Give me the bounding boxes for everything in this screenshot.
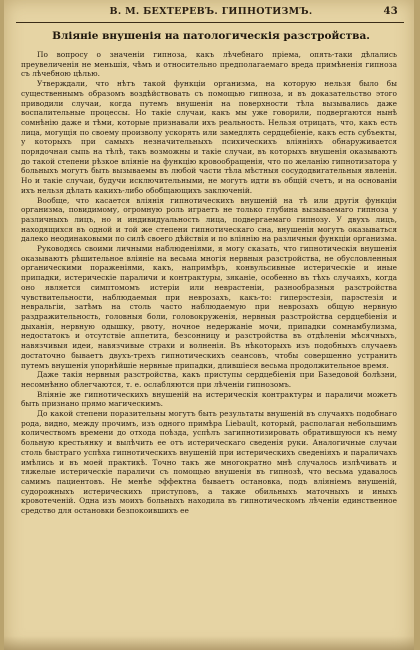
paragraph: До какой степени поразительны могутъ быть результаты внушеній въ случаяхъ подобнаго рода, видно, между прочимъ, изъ одного примѣра Liebault, который, располагая небольшимъ количествомъ времени до отхода поѣзда, успѣлъ загипнотизировать обратившуюся къ нему больную крестьянку и вылѣчить ее отъ истерическаго сведенія руки. Аналогичные случаи столь быстраго успѣха гипнотическихъ внушеній при истерическихъ сведеніяхъ и параличахъ имѣлись и въ моей практикѣ. Точно такъ же многократно мнѣ случалось излѣчивать и тяжелые истерическіе параличи съ помощью внушенія въ гипнозѣ, что весьма удавалось самимъ пациентовъ. Не менѣе эффектна бываетъ остановка, подъ вліяніемъ внушеній, судорожныхъ истерическихъ приступовъ, а также обильныхъ маточныхъ и иныхъ кровотеченій. Одна изъ моихъ больныхъ находила въ гипнотическомъ лѣченіи единственное средство для остановки безпокоившихъ ее: [21, 409, 397, 516]
header-rule: [16, 22, 404, 23]
page-header: [18, 6, 404, 20]
paragraph: Утверждали, что нѣтъ такой функціи организма, на которую нельзя было бы существеннымъ образомъ воздѣйствовать съ помощью гипноза, и въ доказательство этого приводили случаи, когда путемъ внушенія на поверхности тѣла вызывались даже воспалительные процессы. Но такіе случаи, какъ мы уже говорили, подвергаются нынѣ сомнѣнію даже и тѣми, которые признавали ихъ реальность. Нельзя отрицать, что, какъ есть лица, могущія по своему произволу ускорять или замедлять сердцебіеніе, какъ есть субъекты, у которыхъ при самыхъ незначительныхъ психическихъ вліяніяхъ обнаруживается порядочная сыпь на тѣлѣ, такъ возможны и такіе случаи, въ которыхъ внушенія оказываютъ до такой степени рѣзкое вліяніе на функцію кровообращенія, что по желанію гипнотизатора у больныхъ могутъ быть вызываемы въ любой части тѣла мѣстныя сосудодвигательныя явленія. Но и такіе случаи, будучи исключительными, не могутъ идти въ общій счетъ, и на основаніи ихъ нельзя дѣлать какихъ-либо обобщающихъ заключеній.: [21, 79, 397, 195]
paragraph: Вообще, что касается вліянія гипнотическихъ внушеній на тѣ или другія функціи организма, повидимому, огромную роль играетъ не только глубина вызываемаго гипноза у различныхъ лицъ, но и индивидуальность лица, подвергаемаго гипнозу. У двухъ лицъ, находящихся въ одной и той же степени гипнотическаго сна, внушенія могутъ оказываться далеко неодинаковыми по силѣ своего дѣйствія и по вліянію на различныя функціи организма.: [21, 195, 397, 244]
paragraph: Даже такія нервныя разстройства, какъ приступы сердцебіенія при Базедовой болѣзни, несомнѣнно облегчаются, т. е. ослабляются при лѣченіи гипнозомъ.: [21, 370, 397, 389]
article-body: [21, 50, 397, 516]
paragraph: Руководясь своими личными наблюденіями, я могу сказать, что гипнотическія внушенія оказываютъ рѣшительное вліяніе на весьма многія нервныя разстройства, не обусловленныя органическими пораженіями, какъ, напримѣръ, конвульсивные истерическіе и иные припадки, истерическіе параличи и контрактуры, зяканіе, особенно въ тѣхъ случаяхъ, когда оно является симптомомъ истеріи или неврастеніи, разнообразныя разстройства чувствительности, наблюдаемыя при неврозахъ, какъ-то: гиперэстезія, парэстезія и невральгіи, затѣмъ на столь часто наблюдаемую при неврозахъ общую нервную раздражительность, головныя боли, головокруженія, нервныя разстройства сердцебіенія и дыханія, нервную одышку, рвоту, ночное недержаніе мочи, припадки сомнамбулизма, недостатокъ и отсутствіе аппетита, безсонницу и разстройства въ отдѣленіи мѣсячныхъ, навязчивыя идеи, навязчивые страхи и волненія. Въ нѣкоторыхъ изъ подобныхъ случаевъ достаточно бываетъ двухъ-трехъ гипнотическихъ сеансовъ, чтобы совершенно устранить путемъ внушенія упорнѣйшіе нервные припадки, длившіеся весьма продолжительное время.: [21, 244, 397, 370]
section-title: Вліяніе внушенія на патологическія разстройства.: [52, 30, 370, 42]
page-number: 43: [383, 6, 398, 17]
running-title: В. М. БЕХТЕРЕВЪ. ГИПНОТИЗМЪ.: [109, 6, 313, 17]
book-page: [4, 0, 414, 650]
page-edge-stain: [4, 636, 414, 650]
paragraph: По вопросу о значеніи гипноза, какъ лѣчебнаго пріема, опять-таки дѣлались преувеличенія не меньшія, чѣмъ и относительно предполагаемаго вреда примѣненія гипноза съ лѣчебною цѣлью.: [21, 50, 397, 79]
paragraph: Вліяніе же гипнотическихъ внушеній на истерическія контрактуры и параличи можетъ быть признано прямо магическимъ.: [21, 389, 397, 409]
